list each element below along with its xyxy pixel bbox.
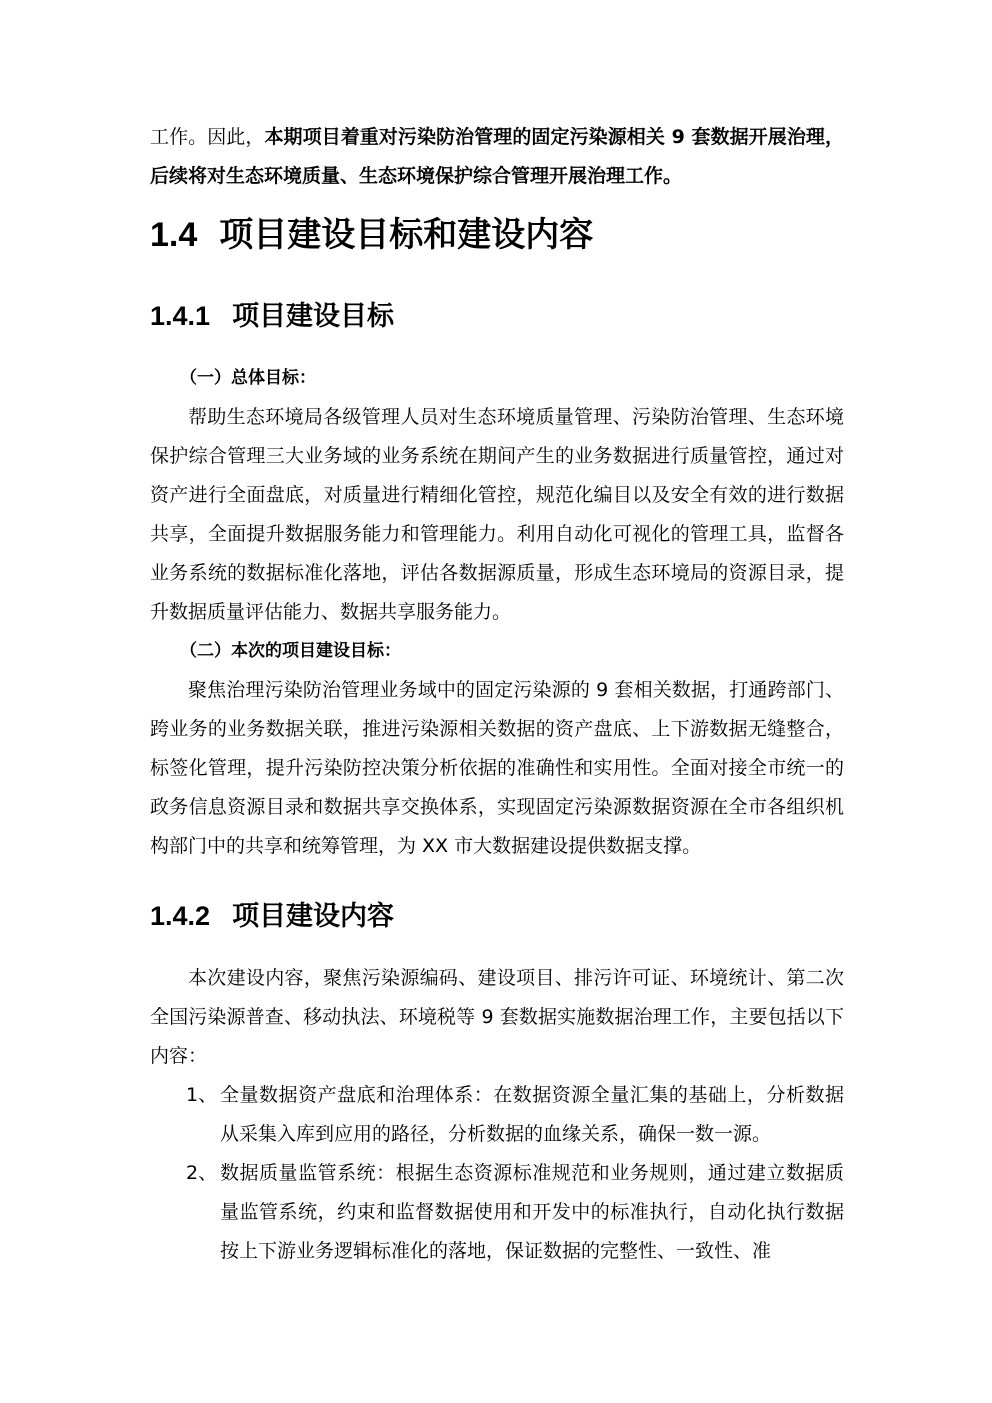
document-page bbox=[150, 118, 844, 1271]
overall-goal-heading: （一）总体目标： bbox=[180, 368, 316, 388]
overall-goal-paragraph: 帮助生态环境局各级管理人员对生态环境质量管理、污染防治管理、生态环境保护综合管理三大业务域的业务系统在期间产生的业务数据进行质量管控，通过对资产进行全面盘底，对质量进行精细化管控，规范化编目以及安全有效的进行数据共享，全面提升数据服务能力和管理能力。利用自动化可视化的管理工具，监督各业务系统的数据标准化落地，评估各数据源质量，形成生态环境局的资源目录，提升数据质量评估能力、数据共享服务能力。 bbox=[150, 406, 844, 623]
list-item-text: 全量数据资产盘底和治理体系：在数据资源全量汇集的基础上，分析数据从采集入库到应用的路径，分析数据的血缘关系，确保一数一源。 bbox=[220, 1084, 844, 1145]
list-item bbox=[150, 1154, 844, 1271]
section-title: 项目建设内容 bbox=[232, 901, 395, 932]
list-item-number: 2、 bbox=[186, 1162, 218, 1184]
section-number: 1.4.2 bbox=[150, 901, 211, 931]
intro-bold-text: 本期项目着重对污染防治管理的固定污染源相关 9 套数据开展治理，后续将对生态环境质量、生态环境保护综合管理开展治理工作。 bbox=[150, 126, 844, 187]
current-goal-paragraph: 聚焦治理污染防治管理业务域中的固定污染源的 9 套相关数据，打通跨部门、跨业务的业务数据关联，推进污染源相关数据的资产盘底、上下游数据无缝整合，标签化管理，提升污染防控决策分析依据的准确性和实用性。全面对接全市统一的政务信息资源目录和数据共享交换体系，实现固定污染源数据资源在全市各组织机构部门中的共享和统筹管理，为 XX 市大数据建设提供数据支撑。 bbox=[150, 679, 844, 857]
section-heading-1-4-1 bbox=[150, 296, 844, 337]
section-title: 项目建设目标和建设内容 bbox=[219, 215, 594, 255]
content-intro-paragraph: 本次建设内容，聚焦污染源编码、建设项目、排污许可证、环境统计、第二次全国污染源普查、移动执法、环境税等 9 套数据实施数据治理工作，主要包括以下内容： bbox=[150, 967, 844, 1067]
section-heading-1-4 bbox=[150, 210, 844, 260]
list-item-text: 数据质量监管系统：根据生态资源标准规范和业务规则，通过建立数据质量监管系统，约束和监督数据使用和开发中的标准执行，自动化执行数据按上下游业务逻辑标准化的落地，保证数据的完整性、一致性、准 bbox=[220, 1162, 844, 1262]
current-goal-heading: （二）本次的项目建设目标： bbox=[180, 641, 401, 661]
section-number: 1.4 bbox=[150, 216, 198, 254]
list-item-number: 1、 bbox=[186, 1084, 218, 1106]
intro-lead-text: 工作。因此， bbox=[150, 126, 265, 148]
intro-paragraph bbox=[150, 118, 844, 196]
section-number: 1.4.1 bbox=[150, 301, 211, 331]
section-heading-1-4-2 bbox=[150, 896, 844, 937]
list-item bbox=[150, 1076, 844, 1154]
section-title: 项目建设目标 bbox=[232, 301, 395, 332]
